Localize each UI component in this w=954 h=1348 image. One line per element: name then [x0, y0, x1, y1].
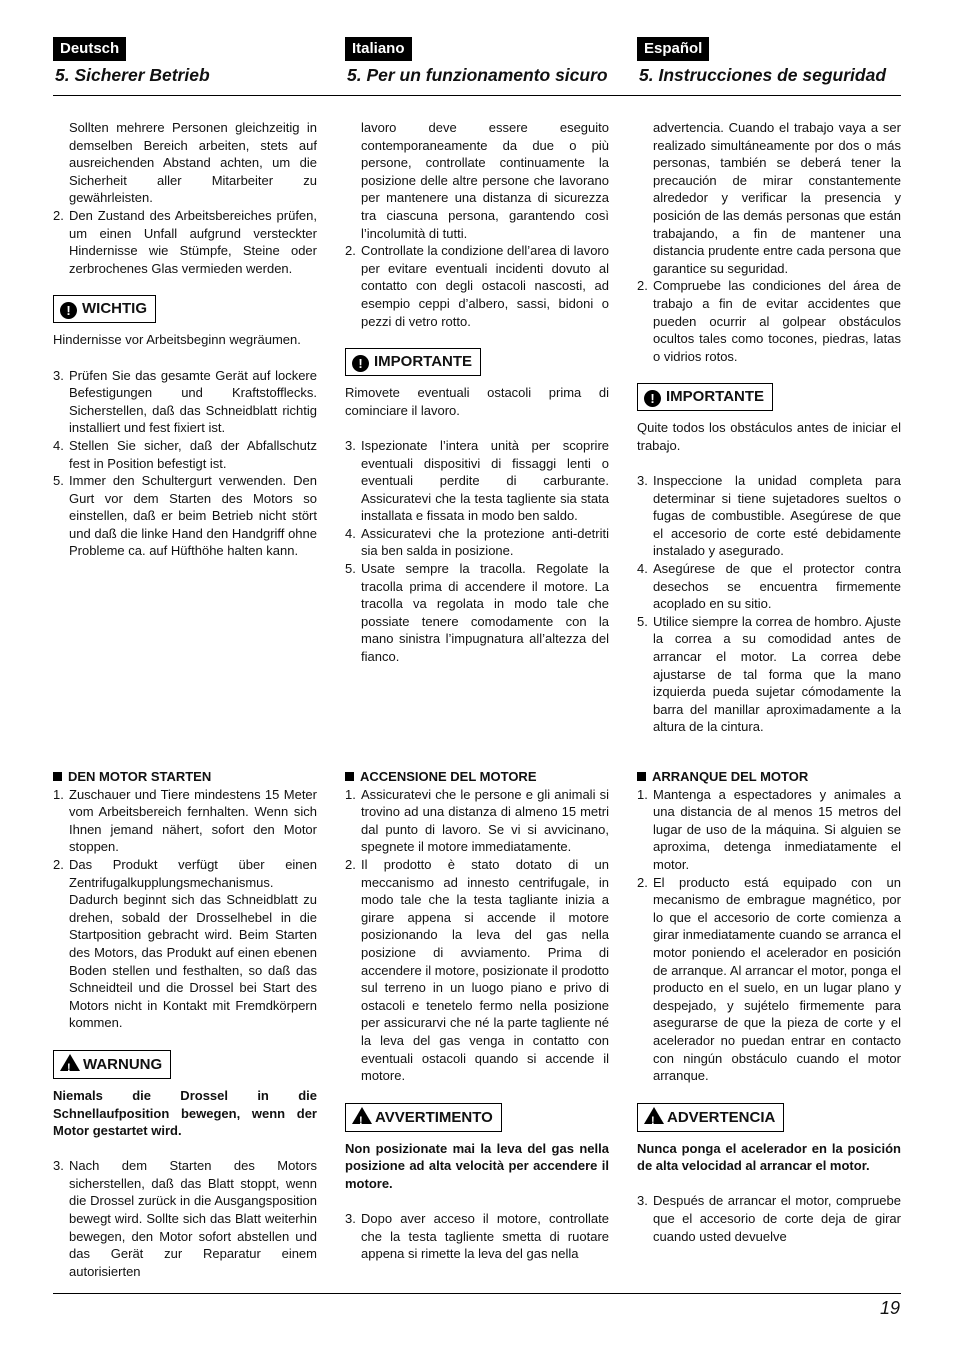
column-es-lower: [637, 768, 901, 1280]
list-item: 1. Mantenga a espectadores y animales a una distancia de al menos 15 metros del lugar de uso de la máquina. Si alguien se aproxima, detenga inmediatamente el motor.: [637, 786, 901, 872]
section-title-es: 5. Instrucciones de seguridad: [639, 65, 887, 85]
paragraph-intro: advertencia. Cuando el trabajo vaya a ser realizado simultáneamente por dos o más personas, también se deberá tener la precaución de mirar constantemente alrededor y verificar la presencia y posición de las demás personas que están trabajando, a fin de mantener una distancia prudente entre cada persona que garantice su seguridad.: [653, 120, 901, 276]
numbered-list: [345, 1210, 609, 1263]
list-item: 5. Immer den Schultergurt verwenden. Den Gurt vor dem Starten des Motors so einstellen, daß er beim Betrieb nicht stört und daß die linke Hand den Handgriff ohne Probleme ca. auf Hüfthöhe halten kann.: [53, 473, 317, 559]
notice-box: ! WICHTIG: [53, 295, 156, 323]
numbered-list: [637, 786, 901, 1085]
list-item: 3. Inspeccione la unidad completa para determinar si tiene sujetadores sueltos o fugas de combustible. Asegúrese de que el accesorio de corte esté debidamente instalado y asegurado.: [637, 473, 901, 559]
exclamation-icon: !: [644, 390, 661, 407]
warning-text: Non posizionate mai la leva del gas nella posizione ad alta velocità per accendere il motore.: [345, 1140, 609, 1191]
notice-text: Hindernisse vor Arbeitsbeginn wegräumen.: [53, 332, 301, 348]
numbered-list: [345, 437, 609, 666]
list-item: 5. Utilice siempre la correa de hombro. Ajuste la correa a su comodidad antes de arrancar el motor. La correa debe ajustarse de tal forma que la mano izquierda pueda sujetar cómodamente la barra del manillar aproximadamente a la altura de la cintura.: [637, 613, 901, 735]
warning-triangle-icon: !: [644, 1107, 664, 1124]
numbered-list: [637, 1192, 901, 1245]
list-item: 2. Controllate la condizione dell’area di lavoro per evitare eventuali incidenti dovuto al contatto con degli ostacoli nascosti, ad esempio ceppi d’albero, sassi, bidoni o pezzi di vetro rotto.: [345, 243, 609, 329]
square-bullet-icon: [345, 772, 354, 781]
paragraph-intro: lavoro deve essere eseguito contemporaneamente da due o più persone, controllate continuamente la posizione delle altre persone che lavorano per mantenere una distanza di sicurezza tra ciascuna persona, garantendo così l’incolumità di tutti.: [361, 120, 609, 241]
column-de-upper: [53, 119, 317, 560]
list-item: 5. Usate sempre la tracolla. Regolate la tracolla prima di accendere il motore. La tracolla va regolata in modo tale che possiate tenere comodamente con la mano sinistra l’impugnatura all’altezza del fianco.: [345, 561, 609, 665]
list-item: 3. Ispezionate l’intera unità per scoprire eventuali dispositivi di fissaggi lenti o eventuali perdite di carburante. Assicuratevi che la testa tagliente sia stata installata e fissata in modo ben saldo.: [345, 437, 609, 524]
lang-tab-it: Italiano: [345, 37, 412, 61]
square-bullet-icon: [53, 772, 62, 781]
column-it-upper: [345, 119, 609, 666]
numbered-list: [53, 1157, 317, 1280]
list-item: 1. Assicuratevi che le persone e gli animali si trovino ad una distanza di almeno 15 metri dal punto di lavoro. Se vi si avvicinano, spegnete il motore immediatamente.: [345, 786, 609, 855]
numbered-list: [53, 207, 317, 277]
numbered-list: [53, 367, 317, 561]
warning-box: ! ADVERTENCIA: [637, 1103, 784, 1132]
warning-box: ! AVVERTIMENTO: [345, 1103, 502, 1132]
warning-text: Niemals die Drossel in die Schnellaufposition bewegen, wenn der Motor gestartet wird.: [53, 1087, 317, 1139]
subsection-heading: ACCENSIONE DEL MOTORE: [345, 768, 609, 786]
list-item: 4. Assicuratevi che la protezione anti-detriti sia ben salda in posizione.: [345, 525, 609, 559]
lang-tab-de: Deutsch: [53, 37, 126, 61]
column-de-lower: [53, 768, 317, 1280]
list-item: 2. El producto está equipado con un mecanismo de embrague magnético, por lo que el accesorio de corte comienza a girar inmediatamente cuando se arranca el motor poniendo el acelerador en posición de arranque. Al arrancar el motor, ponga el producto en el suelo, en un lugar plano y despejado, y sujételo firmemente para asegurarse de que la pieza de corte y el acelerador no puedan entrar en contacto con ningún obstáculo cuando el motor arranque.: [637, 874, 901, 1084]
paragraph-intro: Sollten mehrere Personen gleichzeitig in demselben Bereich arbeiten, stets auf ausreichenden Abstand achten, um die Sicherheit aller Mitarbeiter zu gewährleisten.: [69, 120, 317, 206]
numbered-list: [637, 277, 901, 365]
notice-text: Quite todos los obstáculos antes de iniciar el trabajo.: [637, 420, 901, 453]
column-es-upper: [637, 119, 901, 736]
warning-triangle-icon: !: [60, 1054, 80, 1071]
section-title-de: 5. Sicherer Betrieb: [55, 65, 210, 85]
page-number: 19: [879, 1298, 900, 1318]
warning-box: ! WARNUNG: [53, 1050, 171, 1079]
warning-text: Nunca ponga el acelerador en la posición de alta velocidad al arrancar el motor.: [637, 1140, 901, 1174]
list-item: 3. Prüfen Sie das gesamte Gerät auf lockere Befestigungen und Kraftstofflecks. Sicherstellen, daß das Schneidblatt richtig installiert und fest fixiert ist.: [53, 367, 317, 436]
list-item: 2. Das Produkt verfügt über einen Zentrifugalkupplungsmechanismus. Dadurch beginnt sich das Schneidblatt zu drehen, sobald der Drosselhebel in die Startposition gebracht wird. Beim Starten des Motors, das Produkt auf einen ebenen Boden stellen und festhalten, so daß das Schneidteil und die Drossel bei Start des Motors nicht in Kontakt mit Fremdkörpern kommen.: [53, 856, 317, 1031]
header-rule: [53, 95, 901, 96]
list-item: 2. Compruebe las condiciones del área de trabajo a fin de evitar accidentes que pueden ocurrir al golpear obstáculos ocultos tales como tocones, piedras, latas o vidrios rotos.: [637, 278, 901, 364]
exclamation-icon: !: [352, 355, 369, 372]
list-item: 2. Den Zustand des Arbeitsbereiches prüfen, um einen Unfall aufgrund versteckter Hindernisse wie Stümpfe, Steine oder zerbrochenes Glas vermieden werden.: [53, 207, 317, 276]
list-item: 4. Asegúrese de que el protector contra desechos se encuentra firmemente acoplado en su sitio.: [637, 561, 901, 612]
section-title-it: 5. Per un funzionamento sicuro: [347, 65, 608, 85]
lang-tab-es: Español: [637, 37, 709, 61]
numbered-list: [345, 786, 609, 1085]
warning-triangle-icon: !: [352, 1107, 372, 1124]
notice-box: ! IMPORTANTE: [345, 348, 481, 376]
numbered-list: [53, 786, 317, 1032]
notice-box: ! IMPORTANTE: [637, 383, 773, 411]
list-item: 3. Después de arrancar el motor, compruebe que el accesorio de corte deja de girar cuando usted devuelve: [637, 1193, 901, 1244]
numbered-list: [345, 242, 609, 330]
subsection-heading: DEN MOTOR STARTEN: [53, 768, 317, 786]
list-item: 3. Dopo aver acceso il motore, controllate che la testa tagliente smetta di ruotare appena si rimette la leva del gas nella: [345, 1211, 609, 1262]
footer-rule: [53, 1293, 901, 1294]
list-item: 2. Il prodotto è stato dotato di un meccanismo ad innesto centrifugale, in modo tale che la testa tagliante inizia a girare appena si accende il motore posizionando la leva del gas nella posizione di avviamento. Prima di accendere il motore, posizionate il prodotto sul terreno in un luogo piano e privo di ostacoli e tenetelo fermo nella posizione per assicurarvi che né la parte tagliente né la leva del gas venga in contatto con eventuali ostacoli quando si accende il motore.: [345, 856, 609, 1084]
list-item: 1. Zuschauer und Tiere mindestens 15 Meter vom Arbeitsbereich fernhalten. Wenn sich Ihnen jemand nähert, sofort den Motor stoppen.: [53, 786, 317, 855]
square-bullet-icon: [637, 772, 646, 781]
exclamation-icon: !: [60, 302, 77, 319]
column-it-lower: [345, 768, 609, 1280]
numbered-list: [637, 472, 901, 736]
subsection-heading: ARRANQUE DEL MOTOR: [637, 768, 901, 786]
list-item: 4. Stellen Sie sicher, daß der Abfallschutz fest in Position befestigt ist.: [53, 437, 317, 471]
notice-text: Rimovete eventuali ostacoli prima di cominciare il lavoro.: [345, 385, 609, 418]
list-item: 3. Nach dem Starten des Motors sicherstellen, daß das Blatt stoppt, wenn die Drossel zurück in die Ausgangsposition bewegt wird. Sollte sich das Blatt weiterhin bewegen, den Motor sofort abstellen und das Gerät zur Reparatur einem autorisierten: [53, 1158, 317, 1279]
